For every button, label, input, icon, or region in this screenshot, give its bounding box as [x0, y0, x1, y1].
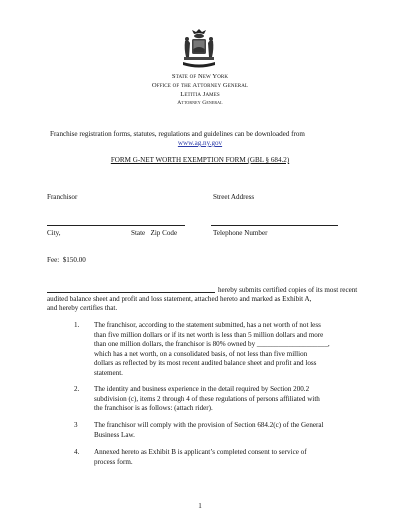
item-2-line: the franchisor is as follows: (attach rider). [94, 404, 213, 412]
item-3-line: Business Law. [94, 430, 135, 439]
item-3-number: 3 [74, 421, 78, 429]
download-text: Franchise registration forms, statutes, regulations and guidelines can be downloaded from [50, 130, 305, 138]
item-1-line: which has a net worth, on a consolidated basis, of not less than five million [94, 349, 308, 358]
certify-line-1: hereby submits certified copies of its most recent [218, 286, 358, 294]
header-state: State of New York [171, 73, 229, 80]
certify-line-3: and hereby certifies that. [47, 304, 118, 312]
item-2-line: The identity and business experience in the detail required by Section 200.2 [94, 385, 310, 393]
item-1-line: The franchisor, according to the statement submitted, has a net worth of not less [94, 321, 321, 329]
franchisor-label: Franchisor [47, 193, 78, 201]
header-office: Office of the Attorney General [151, 82, 249, 89]
telephone-label: Telephone Number [213, 229, 268, 237]
item-3-line: The franchisor will comply with the provision of Section 684.2(c) of the General [94, 421, 324, 429]
header-title: Attorney General [177, 100, 223, 106]
item-2-line: subdivision (c), items 2 through 4 of these regulations of persons affiliated with [94, 394, 320, 403]
state-zip-label: State Zip Code [131, 229, 178, 237]
city-label: City, [47, 229, 61, 237]
fee-label: Fee: $150.00 [47, 256, 86, 264]
franchisor-input-line[interactable] [47, 225, 185, 226]
street-address-label: Street Address [213, 193, 255, 201]
new-york-state-seal-icon [180, 27, 218, 71]
item-1-line: than one million dollars, the franchisor is 80% owned by ____________________, [94, 340, 330, 348]
item-1-line: than five million dollars or if its net worth is less than 5 million dollars and more [94, 330, 324, 339]
item-2-number: 2. [74, 385, 80, 393]
header-name: Letitia James [180, 91, 220, 98]
page-number: 1 [198, 502, 202, 510]
item-4-line: process form. [94, 457, 133, 466]
website-link[interactable]: www.ag.ny.gov [177, 139, 223, 147]
item-4-line: Annexed hereto as Exhibit B is applicant’s completed consent to service of [94, 448, 307, 456]
item-1-number: 1. [74, 321, 80, 329]
certify-line-2: audited balance sheet and profit and loss statement, attached hereto and marked as Exhibit A, [47, 295, 312, 303]
item-1-line: statement. [94, 368, 123, 377]
item-4-number: 4. [74, 448, 80, 456]
street-address-input-line[interactable] [211, 225, 338, 226]
applicant-name-line[interactable] [47, 292, 215, 293]
form-title: FORM G-NET WORTH EXEMPTION FORM (GBL § 684.2) [110, 156, 290, 164]
item-1-line: dollars as reflected by its most recent audited balance sheet and profit and loss [94, 359, 317, 367]
